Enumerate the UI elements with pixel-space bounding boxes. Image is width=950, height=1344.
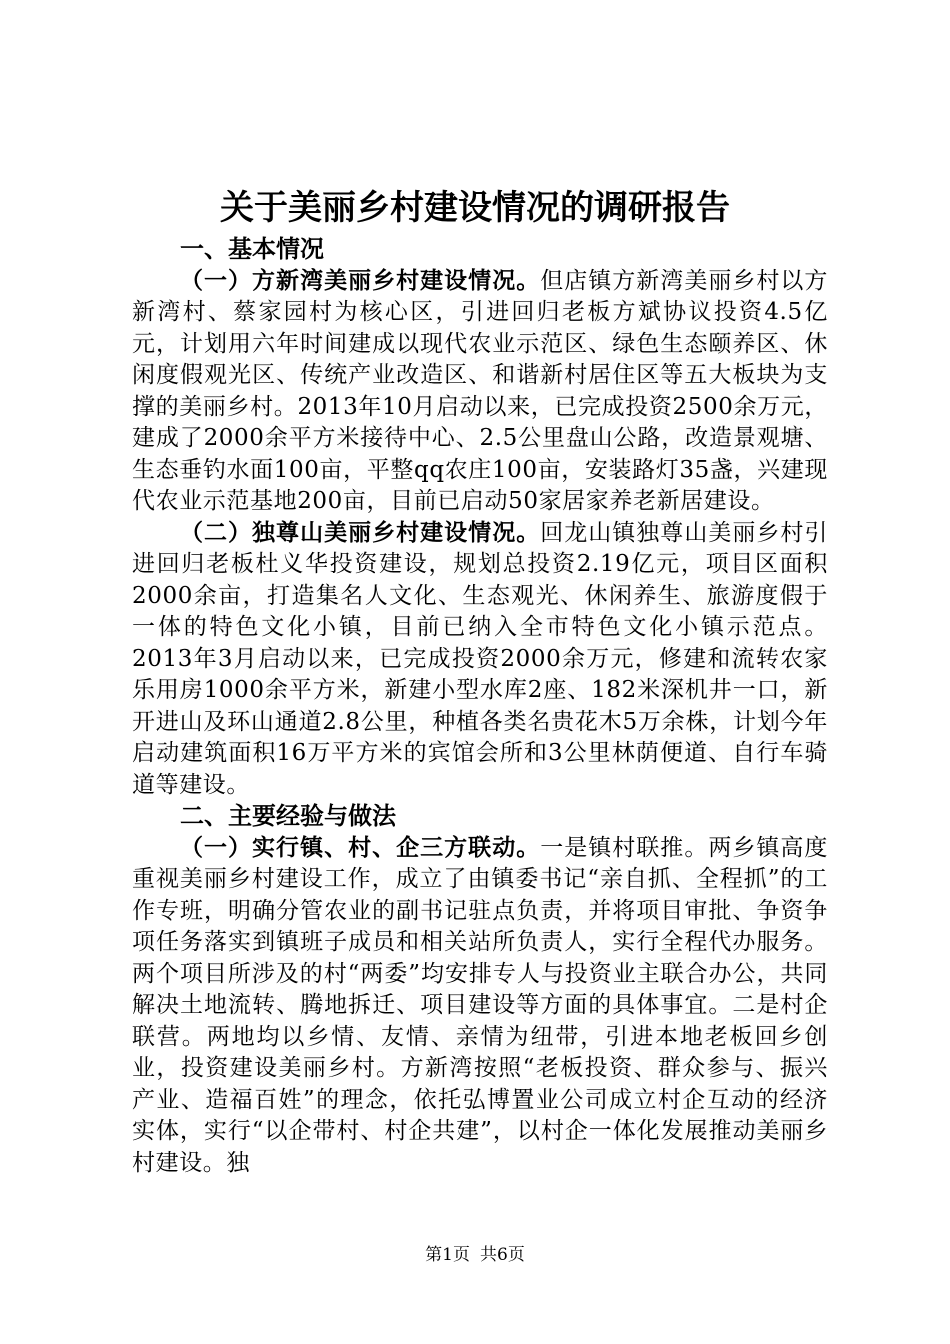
paragraph-fangxinwan (132, 266, 828, 518)
paragraph-lead: （二）独尊山美丽乡村建设情况。 (180, 519, 541, 546)
paragraph-text: 但店镇方新湾美丽乡村以方新湾村、蔡家园村为核心区，引进回归老板方斌协议投资4.5亿元，计划用六年时间建成以现代农业示范区、绿色生态颐养区、休闲度假观光区、传统产业改造区、和谐新村居住区等五大板块为支撑的美丽乡村。2013年10月启动以来，已完成投资2500余万元，建成了2000余平方米接待中心、2.5公里盘山公路，改造景观塘、生态垂钓水面100亩，平整qq农庄100亩，安装路灯35盏，兴建现代农业示范基地200亩，目前已启动50家居家养老新居建设。 (132, 267, 829, 514)
paragraph-three-party (132, 833, 828, 1180)
section-heading-basic: 一、基本情况 (180, 235, 324, 263)
page-number: 第1页 (425, 1245, 470, 1265)
paragraph-lead: （一）实行镇、村、企三方联动。 (180, 834, 541, 861)
document-title: 关于美丽乡村建设情况的调研报告 (220, 188, 730, 228)
paragraph-text: 回龙山镇独尊山美丽乡村引进回归老板杜义华投资建设，规划总投资2.19亿元，项目区面积2000余亩，打造集名人文化、生态观光、休闲养生、旅游度假于一体的特色文化小镇，目前已纳入全市特色文化小镇示范点。2013年3月启动以来，已完成投资2000余万元，修建和流转农家乐用房1000余平方米，新建小型水库2座、182米深机井一口，新开进山及环山通道2.8公里，种植各类名贵花木5万余株，计划今年启动建筑面积16万平方米的宾馆会所和3公里林荫便道、自行车骑道等建设。 (132, 519, 829, 798)
page-footer (0, 1243, 950, 1267)
paragraph-duzunshan (132, 518, 828, 802)
page-total: 共6页 (480, 1245, 525, 1265)
paragraph-text: 一是镇村联推。两乡镇高度重视美丽乡村建设工作，成立了由镇委书记“亲自抓、全程抓”的工作专班，明确分管农业的副书记驻点负责，并将项目审批、争资争项任务落实到镇班子成员和相关站所负责人，实行全程代办服务。两个项目所涉及的村“两委”均安排专人与投资业主联合办公，共同解决土地流转、腾地拆迁、项目建设等方面的具体事宜。二是村企联营。两地均以乡情、友情、亲情为纽带，引进本地老板回乡创业，投资建设美丽乡村。方新湾按照“老板投资、群众参与、振兴产业、造福百姓”的理念，依托弘博置业公司成立村企互动的经济实体，实行“以企带村、村企共建”，以村企一体化发展推动美丽乡村建设。独 (132, 834, 829, 1176)
paragraph-lead: （一）方新湾美丽乡村建设情况。 (180, 267, 541, 294)
document-body (132, 234, 828, 1179)
section-heading-experience: 二、主要经验与做法 (180, 802, 396, 830)
